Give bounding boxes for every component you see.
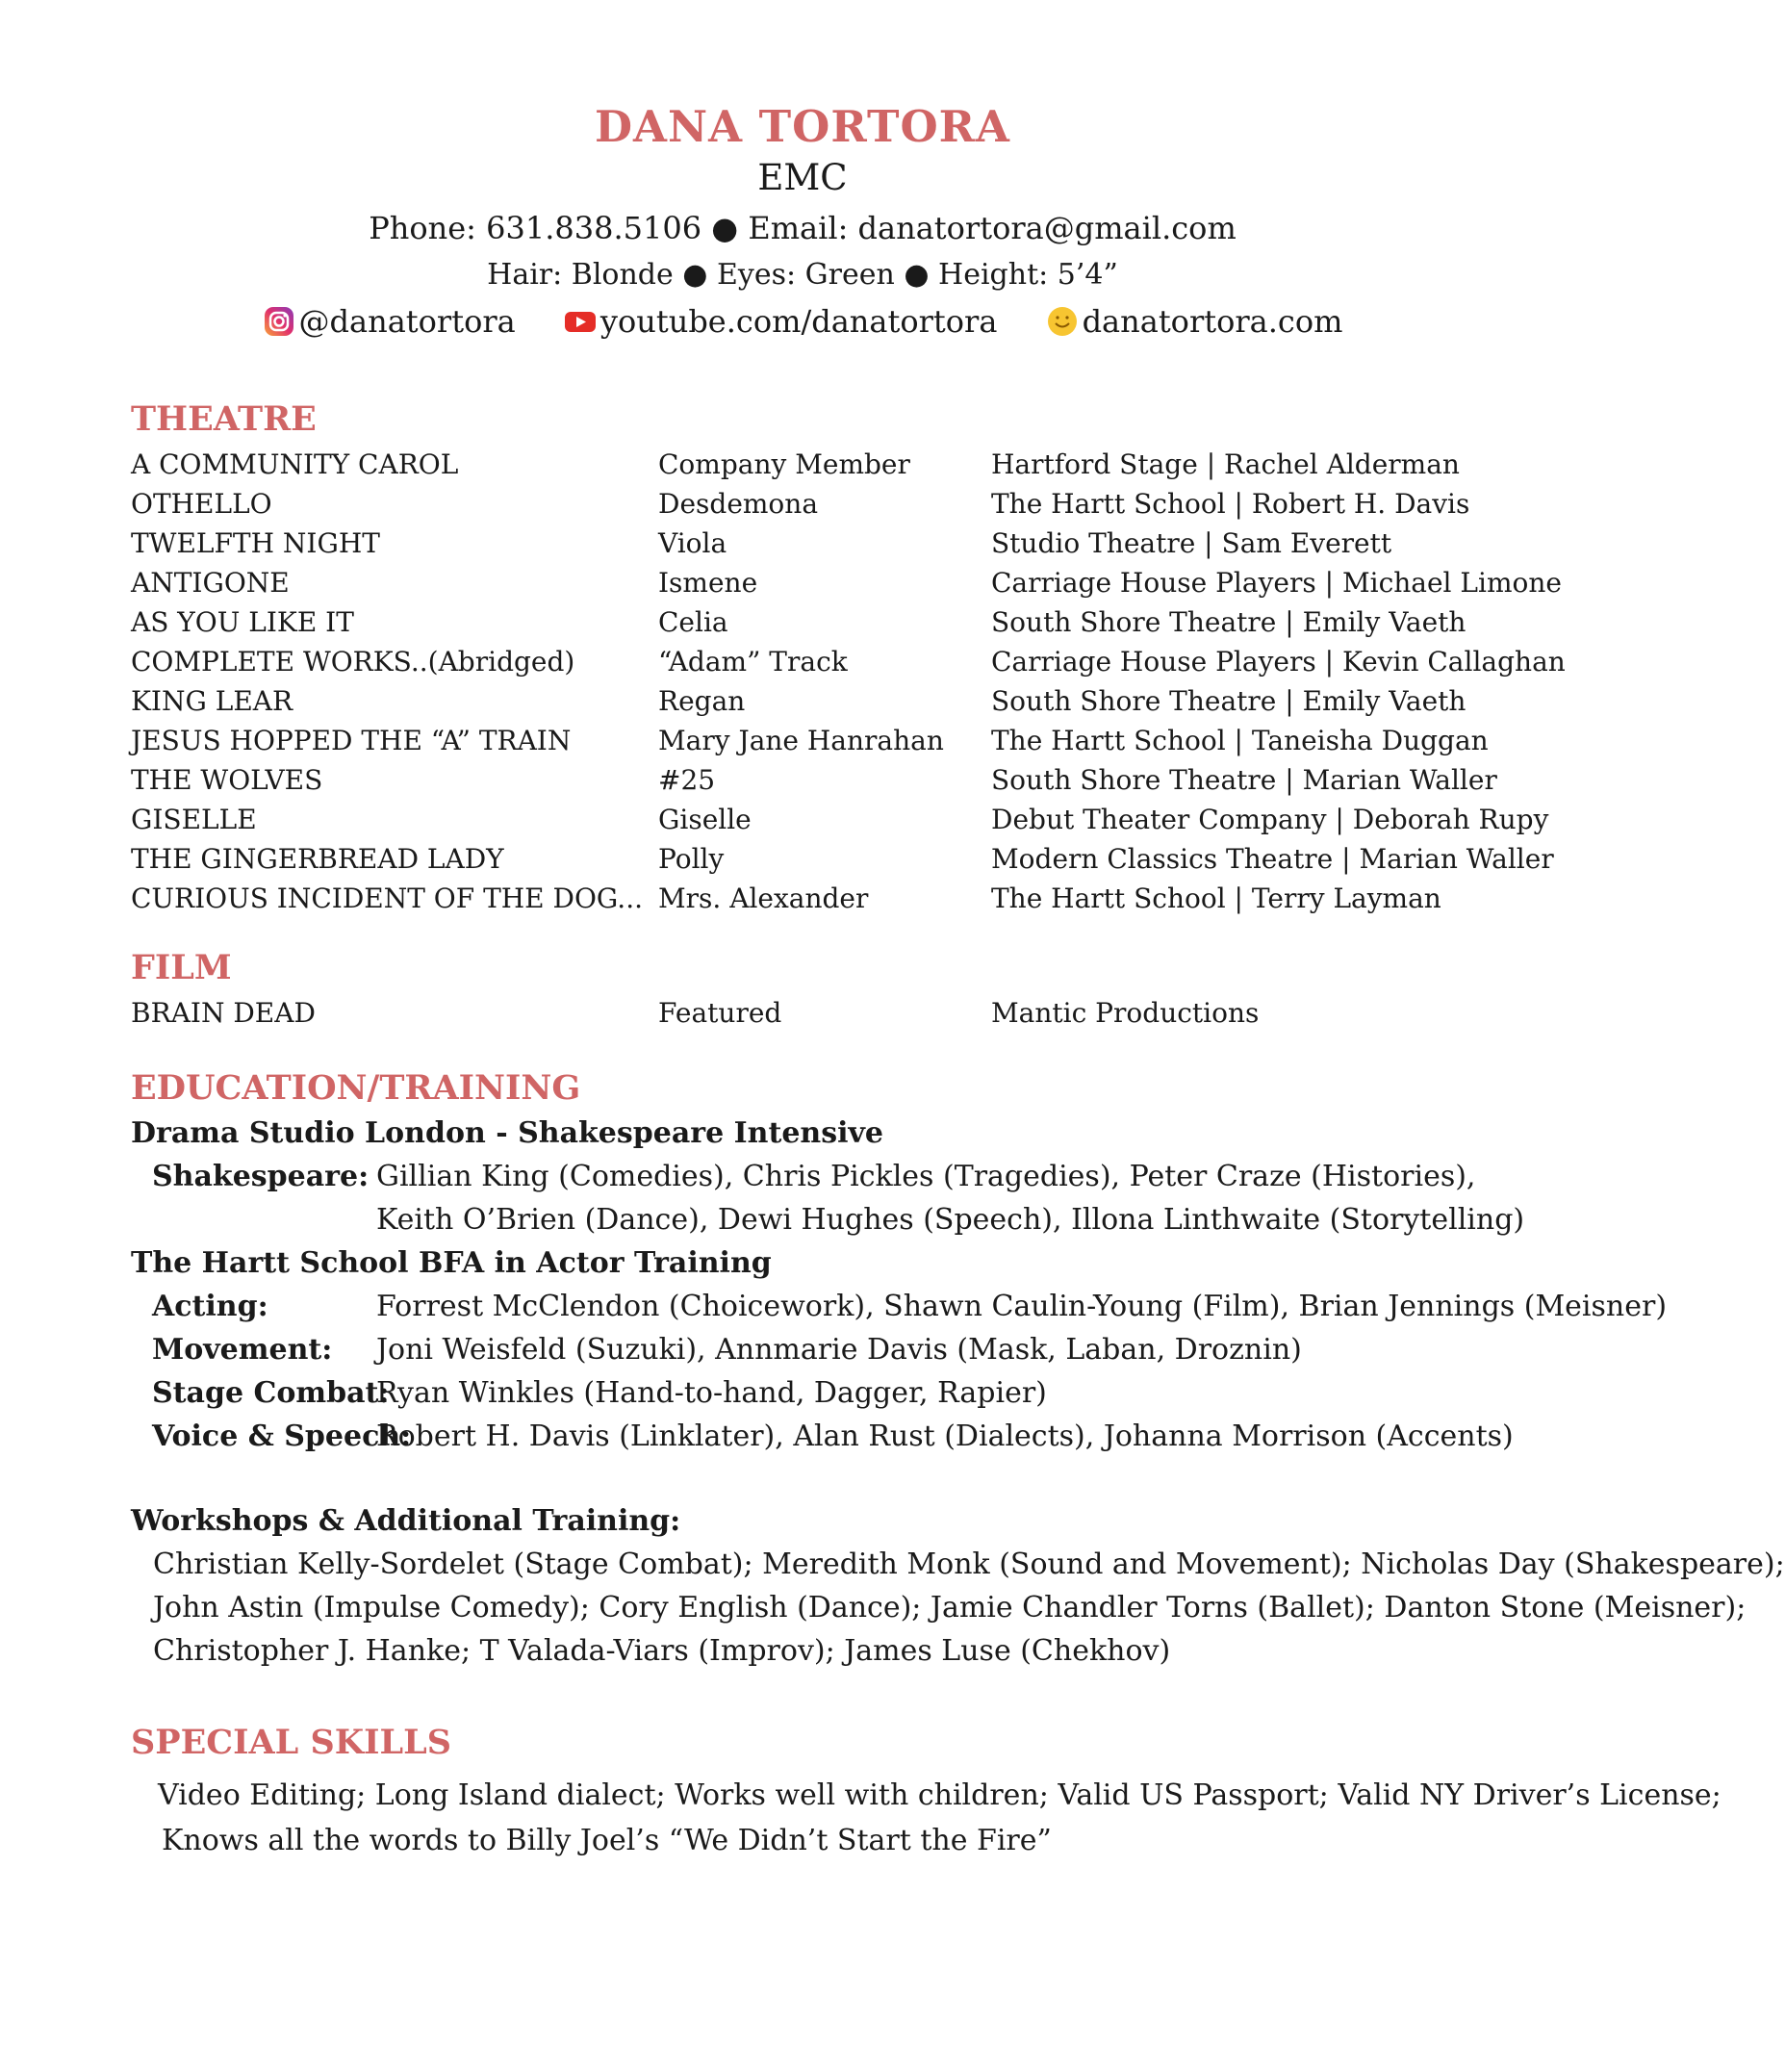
youtube-icon [564,305,597,338]
union-status: EMC [757,157,848,198]
training-item [131,1290,1668,1333]
theatre-credit-row [0,448,1605,488]
training-label: Movement: [152,1333,333,1367]
company-director: Carriage House Players | Michael Limone [991,567,1562,599]
role: Polly [658,843,725,875]
hartt-training-list [131,1290,1668,1463]
workshops-list [131,1548,1785,1677]
theatre-credit-row [0,685,1605,725]
theatre-heading: THEATRE [131,399,317,439]
company-director: South Shore Theatre | Marian Waller [991,764,1497,796]
school-drama-studio-london: Drama Studio London - Shakespeare Intensive [131,1116,884,1150]
production-title: KING LEAR [131,685,293,717]
production-title: THE GINGERBREAD LADY [131,843,504,875]
theatre-credit-row [0,883,1605,922]
training-value: Forrest McClendon (Choicework), Shawn Caulin-Young (Film), Brian Jennings (Meisner) [376,1290,1668,1323]
workshops-block [131,1504,1785,1677]
role: Desdemona [658,488,819,520]
website-link[interactable] [1046,303,1343,340]
film-heading: FILM [131,948,232,987]
training-value: Joni Weisfeld (Suzuki), Annmarie Davis (Mask, Laban, Droznin) [376,1333,1302,1367]
training-item [131,1420,1555,1463]
website-url: danatortora.com [1082,303,1343,340]
company-director: The Hartt School | Terry Layman [991,883,1441,914]
company-director: South Shore Theatre | Emily Vaeth [991,685,1466,717]
production-title: GISELLE [131,804,257,835]
company-director: The Hartt School | Taneisha Duggan [991,725,1489,756]
workshops-label: Workshops & Additional Training: [131,1504,681,1538]
production-title: OTHELLO [131,488,272,520]
production-title: TWELFTH NIGHT [131,527,380,559]
theatre-credit-row [0,527,1605,567]
theatre-credit-row [0,764,1605,804]
film-credit-row [0,997,1605,1036]
company-director: Hartford Stage | Rachel Alderman [991,448,1460,480]
company-director: Debut Theater Company | Deborah Rupy [991,804,1549,835]
training-label: Stage Combat: [152,1376,390,1410]
smiley-icon [1046,305,1079,338]
theatre-credit-row [0,804,1605,843]
contact-line: Phone: 631.838.5106 ● Email: danatortora@gmail.com [369,210,1237,246]
production-title: THE WOLVES [131,764,323,796]
role: Ismene [658,567,758,599]
skills-line: Video Editing; Long Island dialect; Works well with children; Valid US Passport; Valid NY Driver’s License; [158,1778,1721,1812]
training-value: Robert H. Davis (Linklater), Alan Rust (Dialects), Johanna Morrison (Accents) [376,1420,1514,1453]
theatre-credit-row [0,606,1605,646]
theatre-credit-row [0,567,1605,606]
training-item [131,1376,1555,1420]
production-title: COMPLETE WORKS..(Abridged) [131,646,575,678]
workshop-line: John Astin (Impulse Comedy); Cory English (Dance); Jamie Chandler Torns (Ballet); Danton Stone (Meisner); [153,1591,1747,1624]
theatre-credit-row [0,488,1605,527]
role: Company Member [658,448,910,480]
training-item [131,1203,1555,1246]
production-title: AS YOU LIKE IT [131,606,354,638]
role: Viola [658,527,727,559]
youtube-link[interactable] [564,303,998,340]
training-value: Ryan Winkles (Hand-to-hand, Dagger, Rapier) [376,1376,1047,1410]
training-label: Voice & Speech: [152,1420,412,1453]
role: Celia [658,606,728,638]
company-director: Carriage House Players | Kevin Callaghan [991,646,1566,678]
role: Giselle [658,804,752,835]
theatre-credit-row [0,725,1605,764]
theatre-credit-row [0,646,1605,685]
role: Regan [658,685,746,717]
education-heading: EDUCATION/TRAINING [131,1068,581,1108]
production-title: JESUS HOPPED THE “A” TRAIN [131,725,572,756]
education-block [131,1116,1668,1463]
company-director: The Hartt School | Robert H. Davis [991,488,1470,520]
theatre-credits [0,448,1605,922]
training-item [131,1333,1555,1376]
training-value: Keith O’Brien (Dance), Dewi Hughes (Speech), Illona Linthwaite (Storytelling) [376,1203,1525,1237]
skills-line: Knows all the words to Billy Joel’s “We Didn’t Start the Fire” [162,1824,1052,1857]
role: #25 [658,764,716,796]
production-title: A COMMUNITY CAROL [131,448,459,480]
social-links [0,303,1605,345]
role: Featured [658,997,782,1029]
instagram-icon [263,305,295,338]
company-director: Mantic Productions [991,997,1260,1029]
company-director: Modern Classics Theatre | Marian Waller [991,843,1554,875]
youtube-url: youtube.com/danatortora [599,303,998,340]
workshop-line: Christian Kelly-Sordelet (Stage Combat); Meredith Monk (Sound and Movement); Nicholas Day (Shakespeare); [153,1548,1785,1581]
theatre-credit-row [0,843,1605,883]
role: Mrs. Alexander [658,883,869,914]
skills-block [158,1774,1721,1862]
production-title: BRAIN DEAD [131,997,316,1029]
film-credits [0,997,1605,1036]
instagram-link[interactable] [263,303,516,340]
skills-heading: SPECIAL SKILLS [131,1723,452,1762]
instagram-handle: @danatortora [298,303,516,340]
physical-stats: Hair: Blonde ● Eyes: Green ● Height: 5’4” [487,258,1118,292]
training-label: Shakespeare: [152,1160,370,1193]
workshop-line: Christopher J. Hanke; T Valada-Viars (Improv); James Luse (Chekhov) [153,1634,1171,1668]
actor-name: DANA TORTORA [595,101,1010,152]
production-title: ANTIGONE [131,567,290,599]
training-item [131,1160,1555,1203]
training-label: Acting: [152,1290,268,1323]
role: Mary Jane Hanrahan [658,725,944,756]
training-value: Gillian King (Comedies), Chris Pickles (Tragedies), Peter Craze (Histories), [376,1160,1476,1193]
role: “Adam” Track [658,646,848,678]
production-title: CURIOUS INCIDENT OF THE DOG... [131,883,643,914]
company-director: Studio Theatre | Sam Everett [991,527,1392,559]
school-hartt: The Hartt School BFA in Actor Training [131,1246,772,1280]
company-director: South Shore Theatre | Emily Vaeth [991,606,1466,638]
